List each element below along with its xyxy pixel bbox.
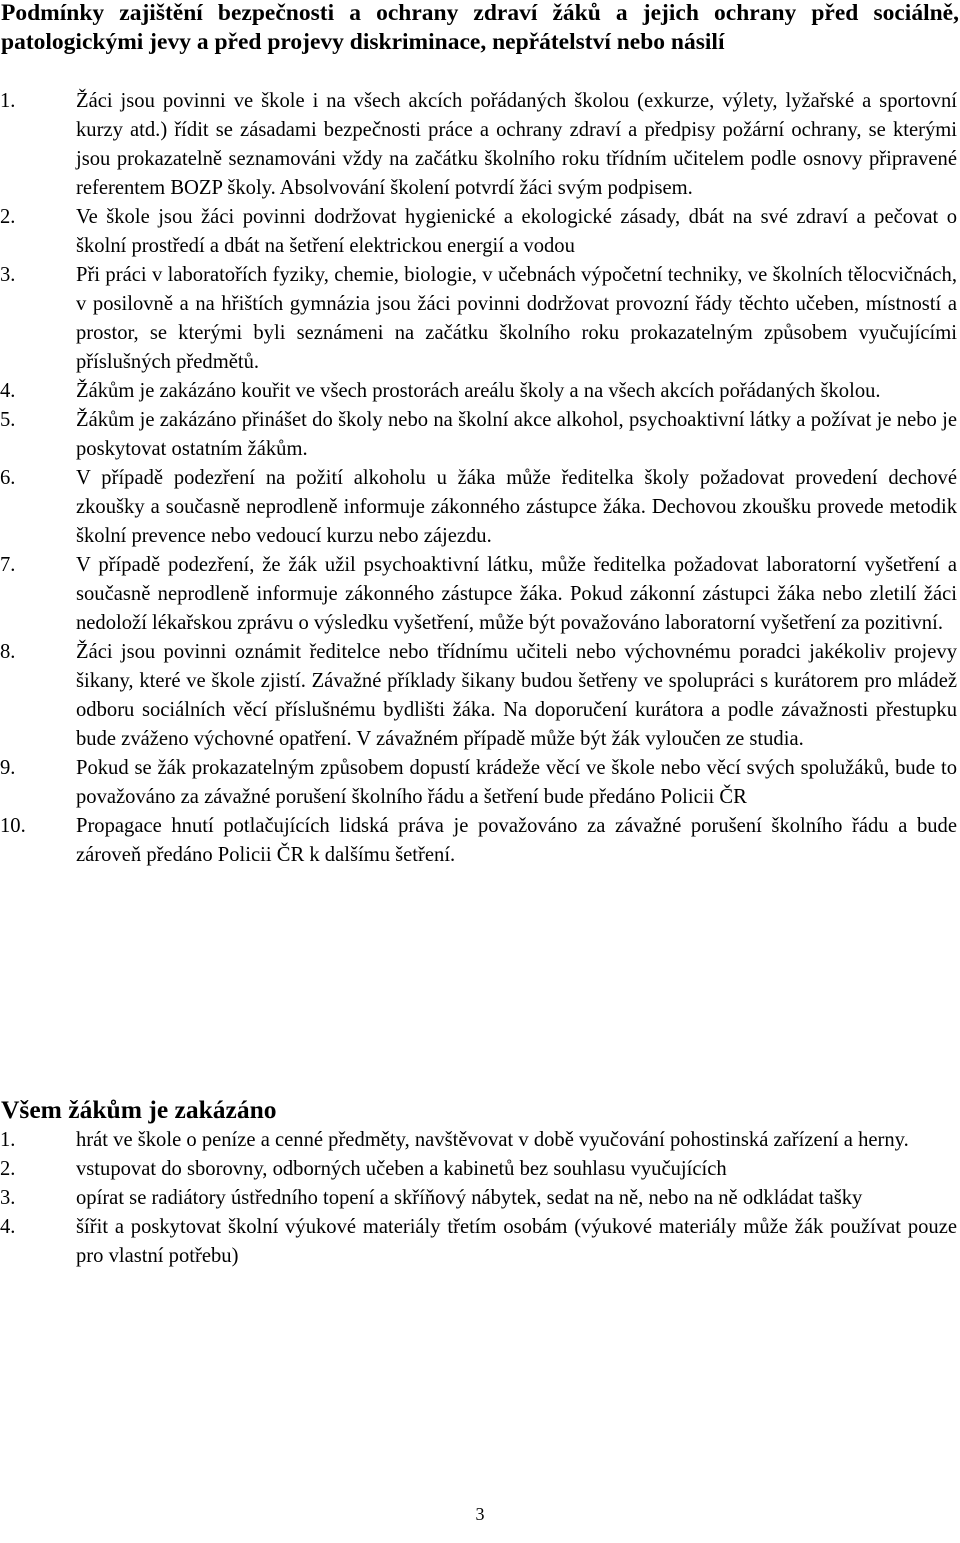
list-item xyxy=(0,812,957,870)
rules-list xyxy=(0,87,957,870)
list-item-number: 10. xyxy=(0,815,26,837)
list-item-number: 4. xyxy=(0,1216,16,1238)
list-item xyxy=(0,638,957,754)
list-item-text: vstupovat do sborovny, odborných učeben a kabinetů bez souhlasu vyučujících xyxy=(76,1158,727,1180)
list-item-number: 3. xyxy=(0,264,16,286)
list-item-number: 1. xyxy=(0,90,16,112)
section-title: Všem žákům je zakázáno xyxy=(1,1095,277,1124)
list-item-number: 3. xyxy=(0,1187,16,1209)
list-item-text: Žáci jsou povinni oznámit ředitelce nebo třídnímu učiteli nebo výchovnému poradci jakékoliv projevy šikany, které ve škole zjistí. Závažné příklady šikany budou šetřeny ve spolupráci s kurátorem pro mládež odboru sociálních věcí příslušnému bydlišti žáka. Na doporučení kurátora a podle závažnosti přestupku bude zváženo výchovné opatření. V závažném případě může být žák vyloučen ze studia. xyxy=(76,641,957,750)
list-item xyxy=(0,1184,957,1213)
list-item-number: 2. xyxy=(0,206,16,228)
list-item-number: 8. xyxy=(0,641,16,663)
list-item-text: Propagace hnutí potlačujících lidská práva je považováno za závažné porušení školního řádu a bude zároveň předáno Policii ČR k dalšímu šetření. xyxy=(76,815,957,866)
list-item xyxy=(0,464,957,551)
list-item-text: Ve škole jsou žáci povinni dodržovat hygienické a ekologické zásady, dbát na své zdraví a pečovat o školní prostředí a dbát na šetření elektrickou energií a vodou xyxy=(76,206,957,257)
list-item xyxy=(0,754,957,812)
list-item-text: V případě podezření na požití alkoholu u žáka může ředitelka školy požadovat provedení dechové zkoušky a současně neprodleně informuje zákonného zástupce žáka. Dechovou zkoušku provede metodik školní prevence nebo vedoucí kurzu nebo zájezdu. xyxy=(76,467,957,547)
list-item-text: Žákům je zakázáno kouřit ve všech prostorách areálu školy a na všech akcích pořádaných školou. xyxy=(76,380,881,402)
list-item-number: 9. xyxy=(0,757,16,779)
list-item xyxy=(0,1155,957,1184)
list-item-number: 1. xyxy=(0,1129,16,1151)
list-item xyxy=(0,1126,957,1155)
list-item-text: Žáci jsou povinni ve škole i na všech akcích pořádaných školou (exkurze, výlety, lyžařské a sportovní kurzy atd.) řídit se zásadami bezpečnosti práce a ochrany zdraví a předpisy požární ochrany, se kterými jsou prokazatelně seznamováni vždy na začátku školního roku třídním učitelem podle osnovy připravené referentem BOZP školy. Absolvování školení potvrdí žáci svým podpisem. xyxy=(76,90,957,199)
list-item-text: Pokud se žák prokazatelným způsobem dopustí krádeže věcí ve škole nebo věcí svých spolužáků, bude to považováno za závažné porušení školního řádu a šetření bude předáno Policii ČR xyxy=(76,757,957,808)
list-item xyxy=(0,1213,957,1271)
list-item xyxy=(0,261,957,377)
list-item xyxy=(0,203,957,261)
list-item-text: V případě podezření, že žák užil psychoaktivní látku, může ředitelka požadovat laboratorní vyšetření a současně neprodleně informuje zákonného zástupce žáka. Pokud zákonní zástupci žáka nebo zletilí žáci nedoloží lékařskou zprávu o výsledku vyšetření, může být považováno laboratorní vyšetření za pozitivní. xyxy=(76,554,957,634)
list-item-number: 2. xyxy=(0,1158,16,1180)
page-number: 3 xyxy=(475,1504,485,1524)
list-item xyxy=(0,406,957,464)
list-item-number: 7. xyxy=(0,554,16,576)
list-item xyxy=(0,551,957,638)
list-item-text: hrát ve škole o peníze a cenné předměty, navštěvovat v době vyučování pohostinská zařízení a herny. xyxy=(76,1129,909,1151)
list-item-text: Při práci v laboratořích fyziky, chemie, biologie, v učebnách výpočetní techniky, ve školních tělocvičnách, v posilovně a na hřištích gymnázia jsou žáci povinni dodržovat provozní řády těchto učeben, místností a prostor, se kterými byli seznámeni na začátku školního roku prokazatelným způsobem vyučujícími příslušných předmětů. xyxy=(76,264,957,373)
list-item-number: 4. xyxy=(0,380,16,402)
list-item-text: opírat se radiátory ústředního topení a skříňový nábytek, sedat na ně, nebo na ně odkládat tašky xyxy=(76,1187,863,1209)
forbidden-list xyxy=(0,1126,957,1271)
list-item-number: 5. xyxy=(0,409,16,431)
list-item xyxy=(0,377,957,406)
list-item-number: 6. xyxy=(0,467,16,489)
list-item-text: Žákům je zakázáno přinášet do školy nebo na školní akce alkohol, psychoaktivní látky a požívat je nebo je poskytovat ostatním žákům. xyxy=(76,409,957,460)
list-item-text: šířit a poskytovat školní výukové materiály třetím osobám (výukové materiály může žák používat pouze pro vlastní potřebu) xyxy=(76,1216,957,1267)
list-item xyxy=(0,87,957,203)
document-title: Podmínky zajištění bezpečnosti a ochrany zdraví žáků a jejich ochrany před sociálně, patologickými jevy a před projevy diskriminace, nepřátelství nebo násilí xyxy=(1,0,959,55)
